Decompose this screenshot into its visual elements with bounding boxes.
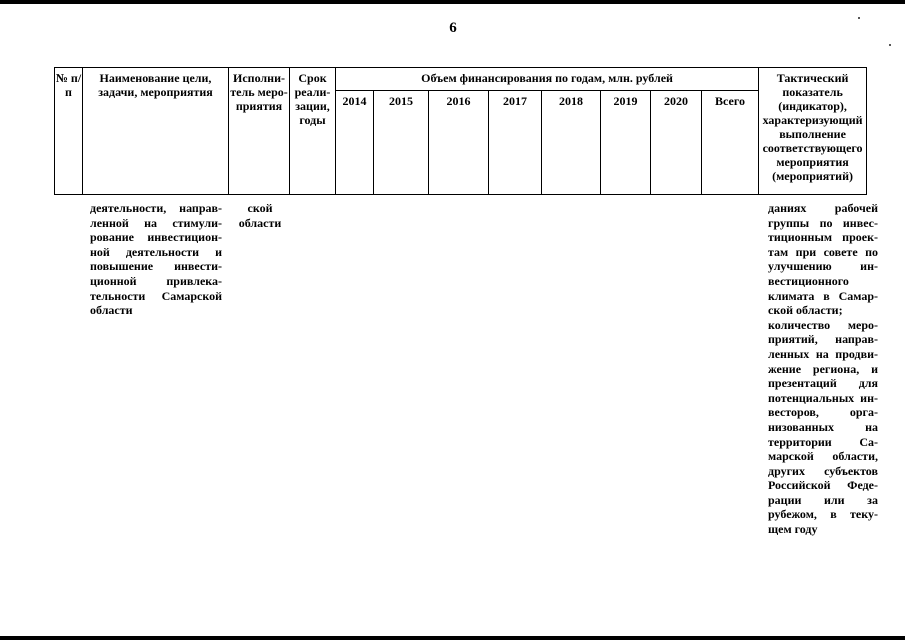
header-indicator-column: Тактический показатель (индикатор), характеризующий выполнение соответствующего мероприятия (мероприятий)	[759, 68, 867, 195]
header-year-2018: 2018	[542, 91, 601, 195]
header-year-2020: 2020	[651, 91, 702, 195]
executor-line: области	[238, 215, 282, 230]
scan-edge-bottom	[0, 636, 905, 640]
indicator-line: жение региона, и	[768, 361, 878, 376]
header-year-2017: 2017	[489, 91, 542, 195]
indicator-line: территории Са-	[768, 434, 878, 449]
indicator-line: Российской Феде-	[768, 478, 878, 493]
indicator-line: приятий, направ-	[768, 332, 878, 347]
indicator-line: ской области;	[768, 303, 843, 318]
indicator-line: рации или за	[768, 492, 878, 507]
header-period-column: Срок реали-зации, годы	[290, 68, 336, 195]
name-line: деятельности, направ-	[90, 201, 222, 215]
name-line: ной деятельности и	[90, 244, 222, 259]
header-funding-column: Объем финансирования по годам, млн. рублей	[336, 68, 759, 91]
page-number: 6	[449, 20, 457, 36]
name-line: ционной привлека-	[90, 273, 222, 288]
indicator-line: других субъектов	[768, 463, 878, 478]
name-line: ленной на стимули-	[90, 215, 222, 230]
header-executor-column: Исполни-тель меро-приятия	[229, 68, 290, 195]
indicator-line: ленных на продви-	[768, 346, 878, 361]
indicator-line: марской области,	[768, 449, 878, 464]
scan-edge-top	[0, 0, 905, 4]
header-year-2015: 2015	[374, 91, 429, 195]
indicator-line: группы по инвес-	[768, 215, 878, 230]
indicator-line: щем году	[768, 522, 818, 537]
name-line: тельности Самарской	[90, 288, 222, 303]
indicator-line: там при совете по	[768, 244, 878, 259]
name-line: области	[90, 303, 133, 318]
executor-line: ской	[247, 201, 273, 215]
row-name-text	[90, 201, 222, 318]
indicator-line: рубежом, в теку-	[768, 507, 878, 522]
indicator-line: климата в Самар-	[768, 288, 878, 303]
indicator-line: низованных на	[768, 419, 878, 434]
indicator-line: даниях рабочей	[768, 201, 878, 215]
indicator-line: количество меро-	[768, 317, 878, 332]
name-line: рование инвестицион-	[90, 230, 222, 245]
header-number-column: № п/п	[55, 68, 83, 195]
header-year-2016: 2016	[429, 91, 489, 195]
name-line: повышение инвести-	[90, 259, 222, 274]
row-executor-text	[230, 201, 290, 230]
scan-speck	[889, 44, 891, 46]
header-year-2014: 2014	[336, 91, 374, 195]
header-year-2019: 2019	[601, 91, 651, 195]
scan-speck	[858, 17, 860, 19]
indicator-line: потенциальных ин-	[768, 390, 878, 405]
indicator-line: презентаций для	[768, 376, 878, 391]
row-indicator-text	[768, 201, 878, 537]
header-total: Всего	[702, 91, 759, 195]
indicator-line: вестиционного	[768, 273, 849, 288]
indicator-line: весторов, орга-	[768, 405, 878, 420]
indicator-line: улучшению ин-	[768, 259, 878, 274]
financing-table-header	[54, 67, 867, 195]
indicator-line: тиционным проек-	[768, 230, 878, 245]
header-name-column: Наименование цели, задачи, мероприятия	[83, 68, 229, 195]
